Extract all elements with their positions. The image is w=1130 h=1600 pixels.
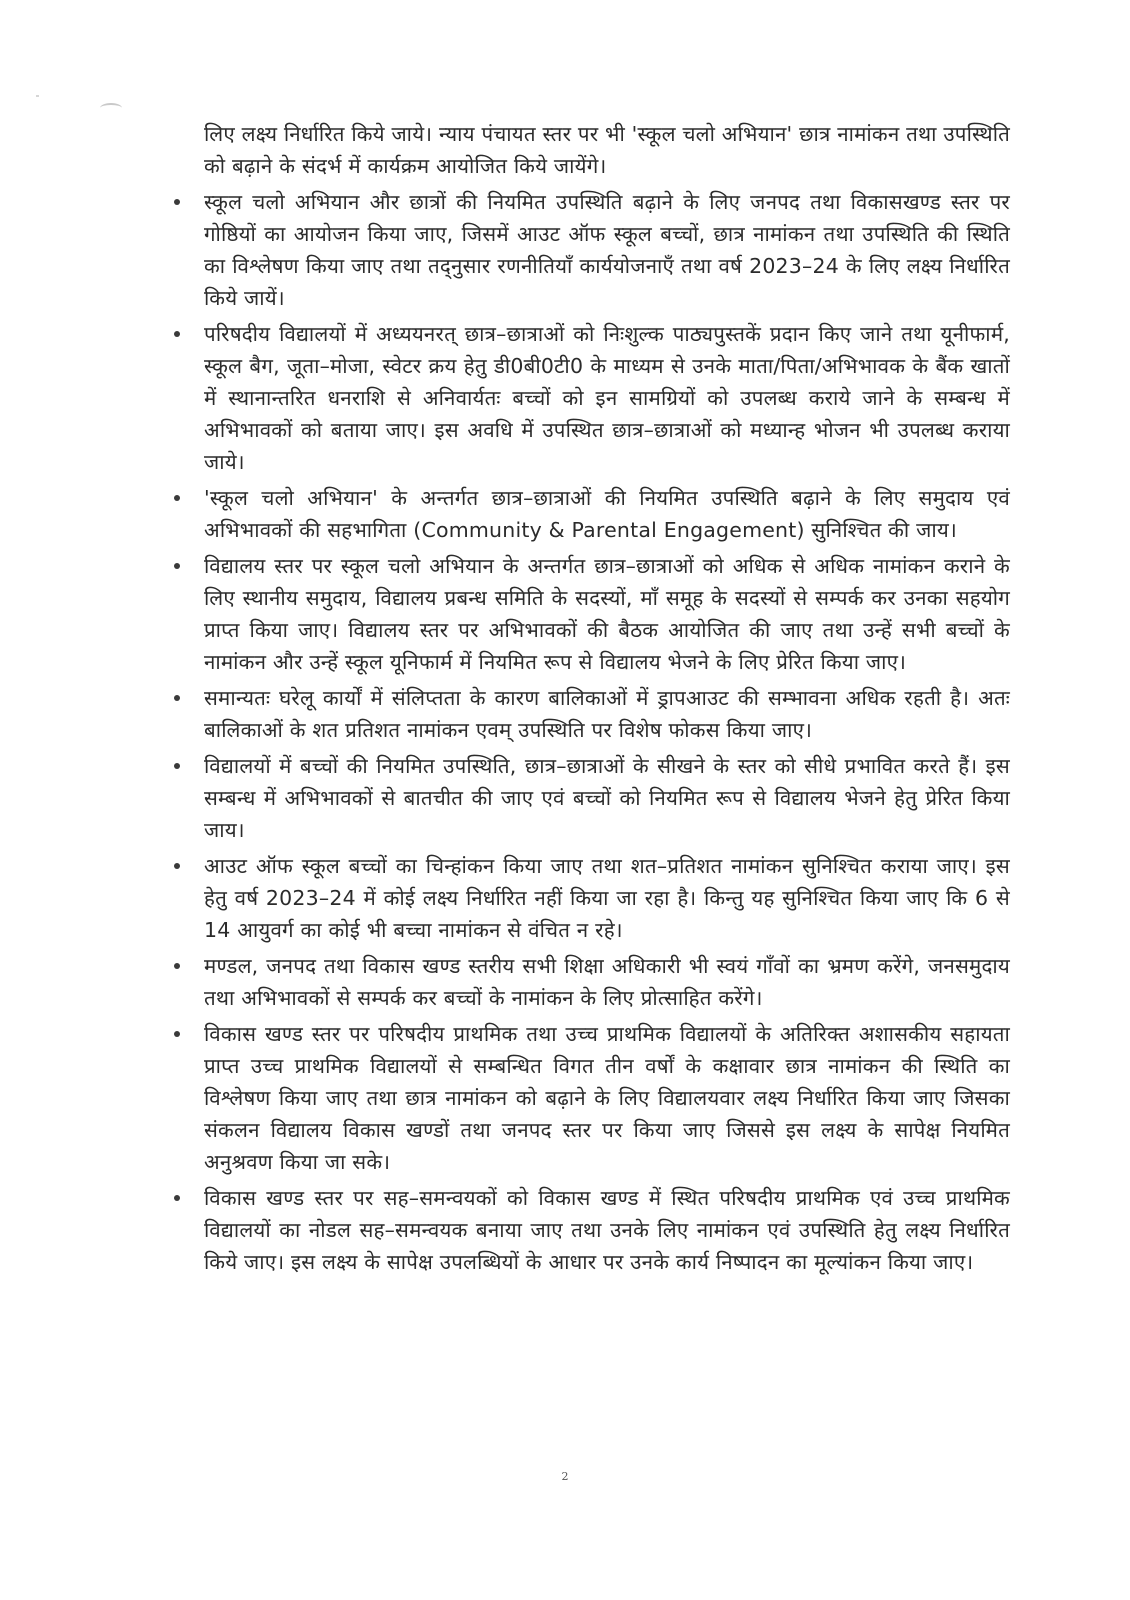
list-item-text: 'स्कूल चलो अभियान' के अन्तर्गत छात्र–छात्राओं की नियमित उपस्थिति बढ़ाने के लिए समुदाय एवं अभिभावकों की सहभागिता (Community & Parental Engagement) सुनिश्चित की जाय। [204,486,1010,542]
list-item-text: समान्यतः घरेलू कार्यों में संलिप्तता के कारण बालिकाओं में ड्रापआउट की सम्भावना अधिक रहती है। अतः बालिकाओं के शत प्रतिशत नामांकन एवम् उपस्थिति पर विशेष फोकस किया जाए। [204,686,1010,742]
bullet-icon [174,495,180,501]
list-item-text: आउट ऑफ स्कूल बच्चों का चिन्हांकन किया जाए तथा शत–प्रतिशत नामांकन सुनिश्चित कराया जाए। इस हेतु वर्ष 2023–24 में कोई लक्ष्य निर्धारित नहीं किया जा रहा है। किन्तु यह सुनिश्चित किया जाए कि 6 से 14 आयुवर्ग का कोई भी बच्चा नामांकन से वंचित न रहे। [204,854,1010,942]
scan-artifact [36,95,39,97]
scan-artifact [100,103,122,113]
list-item [172,850,1010,946]
list-item [172,950,1010,1014]
list-item-text: विकास खण्ड स्तर पर परिषदीय प्राथमिक तथा उच्च प्राथमिक विद्यालयों के अतिरिक्त अशासकीय सहायता प्राप्त उच्च प्राथमिक विद्यालयों से सम्बन्धित विगत तीन वर्षों के कक्षावार छात्र नामांकन की स्थिति का विश्लेषण किया जाए तथा छात्र नामांकन को बढ़ाने के लिए विद्यालयवार लक्ष्य निर्धारित किया जाए जिसका संकलन विद्यालय विकास खण्डों तथा जनपद स्तर पर किया जाए जिससे इस लक्ष्य के सापेक्ष नियमित अनुश्रवण किया जा सके। [204,1022,1010,1174]
list-item-text: विकास खण्ड स्तर पर सह–समन्वयकों को विकास खण्ड में स्थित परिषदीय प्राथमिक एवं उच्च प्राथमिक विद्यालयों का नोडल सह–समन्वयक बनाया जाए तथा उनके लिए नामांकन एवं उपस्थिति हेतु लक्ष्य निर्धारित किये जाए। इस लक्ष्य के सापेक्ष उपलब्धियों के आधार पर उनके कार्य निष्पादन का मूल्यांकन किया जाए। [204,1186,1010,1274]
list-item [172,750,1010,846]
bullet-icon [174,695,180,701]
list-item-text: विद्यालयों में बच्चों की नियमित उपस्थिति, छात्र–छात्राओं के सीखने के स्तर को सीधे प्रभावित करते हैं। इस सम्बन्ध में अभिभावकों से बातचीत की जाए एवं बच्चों को नियमित रूप से विद्यालय भेजने हेतु प्रेरित किया जाय। [204,754,1010,842]
list-item [172,318,1010,478]
list-item [172,482,1010,546]
list-item-text: विद्यालय स्तर पर स्कूल चलो अभियान के अन्तर्गत छात्र–छात्राओं को अधिक से अधिक नामांकन कराने के लिए स्थानीय समुदाय, विद्यालय प्रबन्ध समिति के सदस्यों, माँ समूह के सदस्यों से सम्पर्क कर उनका सहयोग प्राप्त किया जाए। विद्यालय स्तर पर अभिभावकों की बैठक आयोजित की जाए तथा उन्हें सभी बच्चों के नामांकन और उन्हें स्कूल यूनिफार्म में नियमित रूप से विद्यालय भेजने के लिए प्रेरित किया जाए। [204,554,1010,674]
list-item [172,1018,1010,1178]
list-item-text: परिषदीय विद्यालयों में अध्ययनरत् छात्र–छात्राओं को निःशुल्क पाठ्यपुस्तकें प्रदान किए जाने तथा यूनीफार्म, स्कूल बैग, जूता–मोजा, स्वेटर क्रय हेतु डी0बी0टी0 के माध्यम से उनके माता/पिता/अभिभावक के बैंक खातों में स्थानान्तरित धनराशि से अनिवार्यतः बच्चों को इन सामग्रियों को उपलब्ध कराये जाने के सम्बन्ध में अभिभावकों को बताया जाए। इस अवधि में उपस्थित छात्र–छात्राओं को मध्यान्ह भोजन भी उपलब्ध कराया जाये। [204,322,1010,474]
list-item-text: स्कूल चलो अभियान और छात्रों की नियमित उपस्थिति बढ़ाने के लिए जनपद तथा विकासखण्ड स्तर पर गोष्ठियों का आयोजन किया जाए, जिसमें आउट ऑफ स्कूल बच्चों, छात्र नामांकन तथा उपस्थिति की स्थिति का विश्लेषण किया जाए तथा तद्नुसार रणनीतियाँ कार्ययोजनाएँ तथा वर्ष 2023–24 के लिए लक्ष्य निर्धारित किये जायें। [204,190,1010,310]
bullet-icon [174,863,180,869]
list-item [172,550,1010,678]
bullet-icon [174,199,180,205]
bullet-icon [174,1195,180,1201]
intro-paragraph: लिए लक्ष्य निर्धारित किये जाये। न्याय पंचायत स्तर पर भी 'स्कूल चलो अभियान' छात्र नामांकन तथा उपस्थिति को बढ़ाने के संदर्भ में कार्यक्रम आयोजित किये जायेंगे। [204,122,1010,178]
page-number: 2 [561,1470,569,1483]
list-item [172,1182,1010,1278]
bullet-icon [174,963,180,969]
bullet-list [172,186,1010,1278]
bullet-icon [174,563,180,569]
bullet-icon [174,1031,180,1037]
bullet-icon [174,331,180,337]
list-item [172,682,1010,746]
bullet-icon [174,763,180,769]
list-item [172,186,1010,314]
list-item-text: मण्डल, जनपद तथा विकास खण्ड स्तरीय सभी शिक्षा अधिकारी भी स्वयं गाँवों का भ्रमण करेंगे, जनसमुदाय तथा अभिभावकों से सम्पर्क कर बच्चों के नामांकन के लिए प्रोत्साहित करेंगे। [204,954,1010,1010]
document-body [172,118,1010,1282]
